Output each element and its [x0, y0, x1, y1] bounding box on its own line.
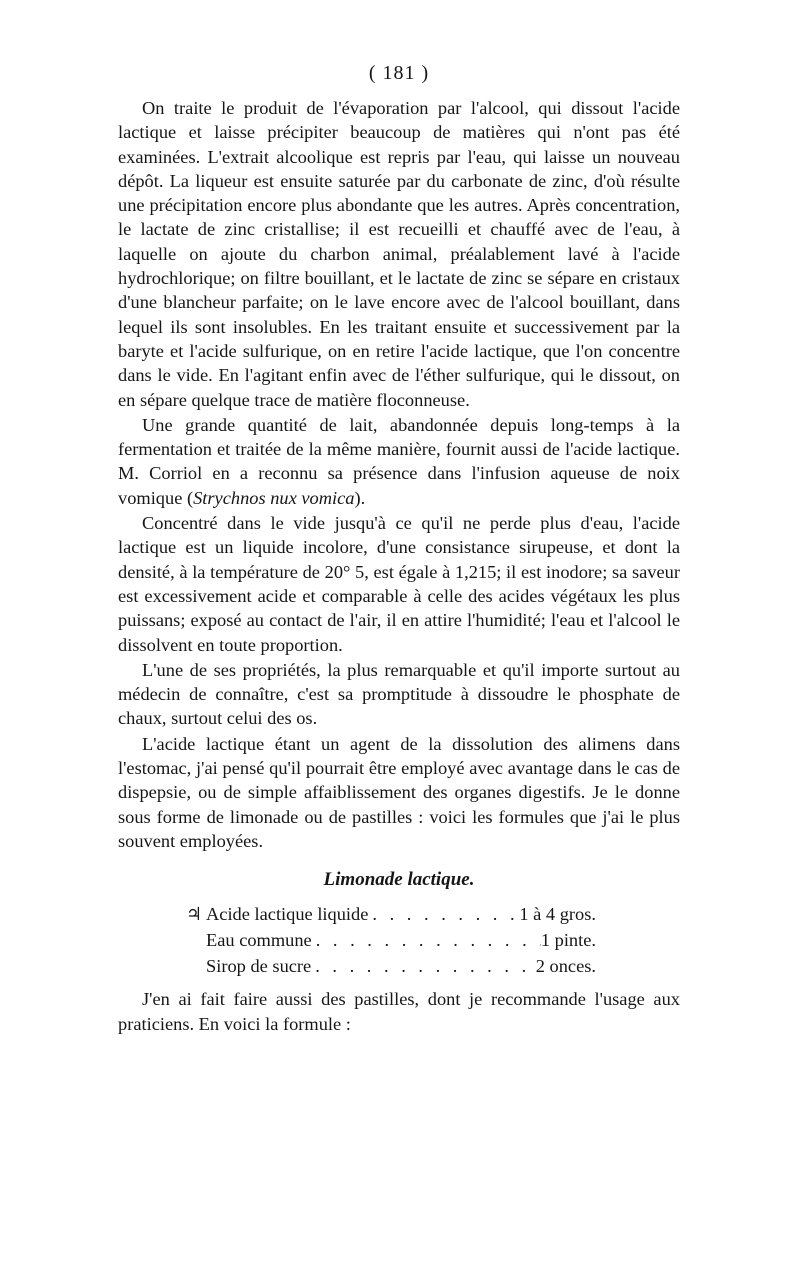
page — [118, 58, 680, 1036]
recipe-item-quantity: 2 onces. — [535, 956, 596, 977]
recipe-item-name: Eau commune — [206, 930, 312, 951]
recipe-item — [186, 901, 596, 927]
paragraph-phosphate: L'une de ses propriétés, la plus remarquable et qu'il importe surtout au médecin de connaître, c'est sa promptitude à dissoudre le phosphate de chaux, surtout celui des os. — [118, 659, 680, 729]
recipe-item-name: Acide lactique liquide — [206, 904, 369, 925]
recipe-item-quantity: 1 à 4 gros. — [519, 904, 596, 925]
paragraph-properties: Concentré dans le vide jusqu'à ce qu'il ne perde plus d'eau, l'acide lactique est un liquide incolore, d'une consistance sirupeuse, et dont la densité, à la température de 20° 5, est égale à 1,215; il est inodore; sa saveur est excessivement acide et comparable à celle des acides végétaux les plus puissans; exposé au contact de l'air, il en attire l'humidité; l'eau et l'alcool le dissolvent en toute proportion. — [118, 513, 680, 655]
leader-dots — [368, 901, 519, 927]
recipe-title: Limonade lactique. — [323, 869, 475, 891]
paragraph-milk-source: Une grande quantité de lait, abandonnée depuis long-temps à la fermentation et traitée de la même manière, fournit aussi de l'acide lactique. M. Corriol en a reconnu sa présence dans l'infusion aqueuse de noix vomique (Strychnos nux vomica). — [118, 414, 680, 508]
recipe-item-name: Sirop de sucre — [206, 956, 312, 977]
recipe-symbol-icon: ♃ — [186, 904, 203, 925]
botanical-name: Strychnos nux vomica — [193, 487, 355, 508]
recipe-item — [186, 953, 596, 979]
leader-dots — [311, 953, 536, 979]
leader-dots — [312, 927, 541, 953]
recipe-item — [186, 927, 596, 953]
paragraph-usage: L'acide lactique étant un agent de la dissolution des alimens dans l'estomac, j'ai pensé qu'il pourrait être employé avec avantage dans le cas de dispepsie, ou de simple affaiblissement des organes digestifs. Je le donne sous forme de limonade ou de pastilles : voici les formules que j'ai le plus souvent employées. — [118, 733, 680, 851]
page-number: ( 181 ) — [368, 62, 430, 84]
paragraph-pastilles: J'en ai fait faire aussi des pastilles, dont je recommande l'usage aux praticiens. En voici la formule : — [118, 989, 680, 1034]
recipe-item-quantity: 1 pinte. — [540, 930, 596, 951]
recipe-list — [186, 901, 596, 979]
paragraph-preparation: On traite le produit de l'évaporation par l'alcool, qui dissout l'acide lactique et laisse précipiter beaucoup de matières qui n'ont pas été examinées. L'extrait alcoolique est repris par l'eau, qui laisse un nouveau dépôt. La liqueur est ensuite saturée par du carbonate de zinc, d'où résulte une précipitation encore plus abondante que les autres. Après concentration, le lactate de zinc cristallise; il est recueilli et chauffé avec de l'eau, à laquelle on ajoute du charbon animal, préalablement lavé à l'acide hydrochlorique; on filtre bouillant, et le lactate de zinc se sépare en cristaux d'une blancheur parfaite; on le lave encore avec de l'alcool bouillant, dans lequel ils sont insolubles. En les traitant ensuite et successivement par la baryte et l'acide sulfurique, on en retire l'acide lactique, que l'on concentre dans le vide. En l'agitant enfin avec de l'éther sulfurique, qui le dissout, on en sépare quelque trace de matière floconneuse. — [118, 98, 680, 410]
